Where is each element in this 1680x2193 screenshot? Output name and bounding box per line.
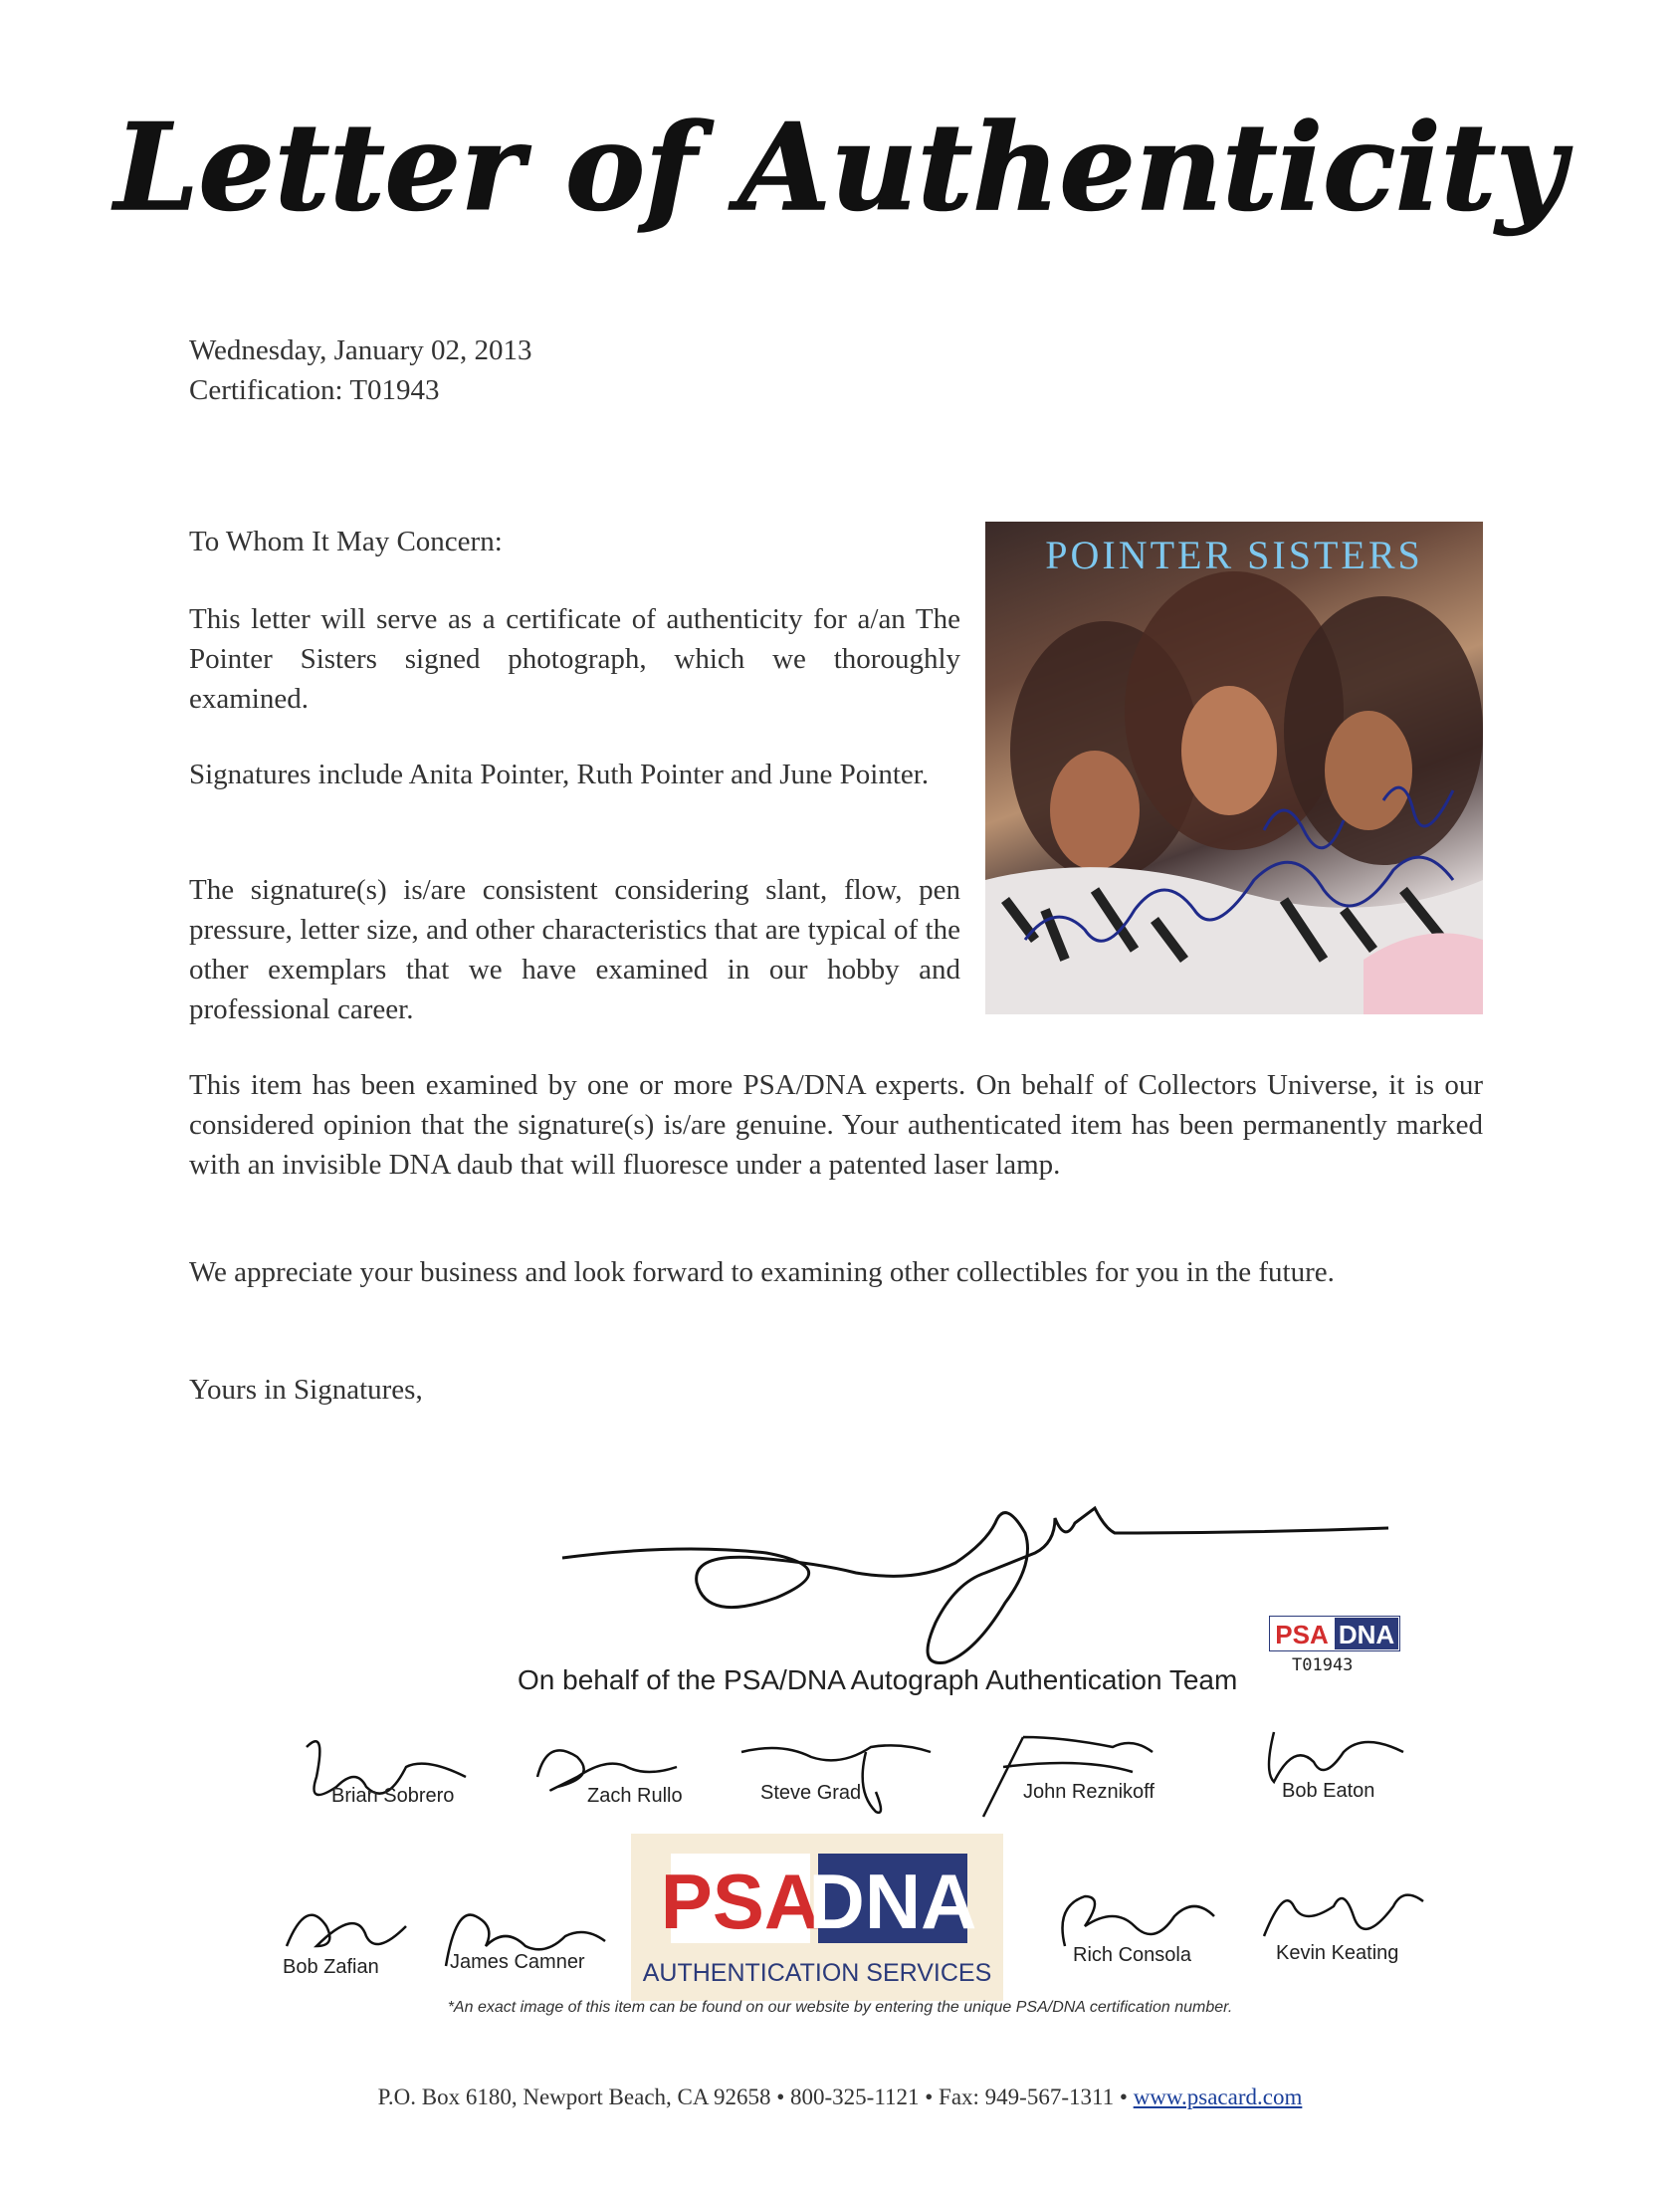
certification-number: Certification: T01943 [189, 374, 440, 406]
staff-signature [277, 1896, 416, 1991]
photo-title: POINTER SISTERS [1045, 533, 1423, 577]
badge-dna-text: DNA [1338, 1620, 1395, 1649]
title-text: Letter of Authenticity [114, 98, 1566, 238]
footer [0, 2084, 1680, 2110]
logo-psa-text: PSA [660, 1858, 821, 1945]
badge-psa-text: PSA [1275, 1620, 1329, 1649]
closing: Yours in Signatures, [189, 1374, 423, 1406]
paragraph-signatures: Signatures include Anita Pointer, Ruth Pointer and June Pointer. [189, 759, 930, 790]
staff-name: Bob Zafian [283, 1956, 379, 1978]
staff-signature [1244, 1886, 1433, 1976]
letter-title [0, 60, 1680, 279]
staff-signature [736, 1732, 936, 1827]
logo-dna-text: DNA [808, 1858, 977, 1945]
staff-signature [416, 1896, 615, 1991]
paragraph-appreciation: We appreciate your business and look forward to examining other collectibles for you in the future. [189, 1256, 1335, 1288]
team-line: On behalf of the PSA/DNA Autograph Authentication Team [518, 1664, 1238, 1695]
staff-signature [527, 1727, 687, 1817]
footer-address: P.O. Box 6180, Newport Beach, CA 92658 • 800-325-1121 • Fax: 949-567-1311 • [377, 2084, 1128, 2109]
psa-dna-logo [631, 1834, 1003, 2001]
photo-artwork [985, 522, 1483, 1014]
staff-signature [1045, 1886, 1224, 1976]
staff-name: James Camner [450, 1951, 585, 1973]
psa-dna-logo-mark [631, 1834, 1003, 1959]
staff-name: Zach Rullo [587, 1785, 683, 1807]
staff-name: Brian Sobrero [331, 1785, 455, 1807]
badge-cert-number: T01943 [1292, 1655, 1354, 1675]
paragraph-certificate: This letter will serve as a certificate of authenticity for a/an The Pointer Sisters signed photograph, which we thoroughly examined. [189, 603, 960, 715]
staff-name: Rich Consola [1073, 1944, 1191, 1966]
staff-name: Bob Eaton [1282, 1780, 1375, 1802]
signature-scribble [963, 1727, 1182, 1827]
paragraph-examination: This item has been examined by one or more PSA/DNA experts. On behalf of Collectors Universe, it is our considered opinion that the signature(s) is/are genuine. Your authenticated item has been permanently marked with an invisible DNA daub that will fluoresce under a patented laser lamp. [189, 1069, 1483, 1181]
signed-photograph [985, 522, 1483, 1014]
salutation: To Whom It May Concern: [189, 526, 503, 557]
logo-subtitle: AUTHENTICATION SERVICES [642, 1959, 992, 1987]
signature-scribble [736, 1732, 936, 1822]
letter-meta [189, 330, 532, 410]
website-link[interactable]: www.psacard.com [1133, 2084, 1303, 2109]
letter-date: Wednesday, January 02, 2013 [189, 334, 532, 366]
paragraph-consistency: The signature(s) is/are consistent considering slant, flow, pen pressure, letter size, and other characteristics that are typical of the other exemplars that we have examined in our hobby and professional career. [189, 874, 960, 1025]
staff-signature [297, 1727, 476, 1817]
psa-dna-badge [1269, 1616, 1400, 1651]
staff-name: Steve Grad [760, 1782, 862, 1804]
staff-signature [1254, 1722, 1413, 1812]
staff-name: Kevin Keating [1276, 1942, 1399, 1964]
staff-name: John Reznikoff [1023, 1781, 1155, 1803]
staff-signature [963, 1727, 1182, 1827]
footnote: *An exact image of this item can be found on our website by entering the unique PSA/DNA certification number. [447, 1999, 1233, 2016]
